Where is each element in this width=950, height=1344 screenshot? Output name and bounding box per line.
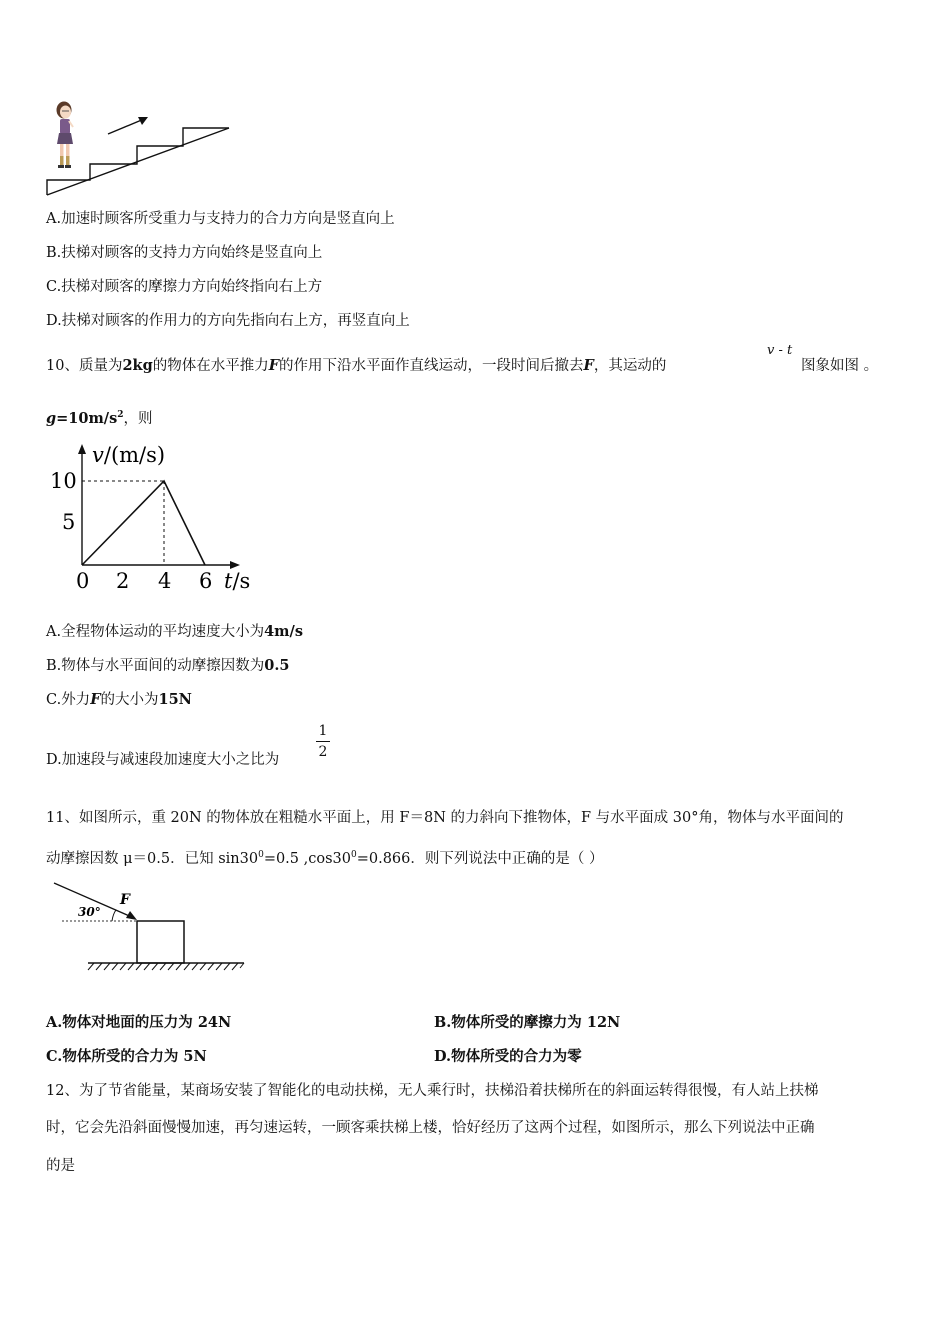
y-axis-arrow — [78, 444, 86, 454]
angle-arc — [112, 910, 116, 921]
q11-option-c: C.物体所受的合力为 5N — [46, 1048, 207, 1065]
q9-option-d: D.扶梯对顾客的作用力的方向先指向右上方，再竖直向上 — [46, 313, 410, 329]
q10-option-b: B.物体与水平面间的动摩擦因数为0.5 — [46, 657, 290, 674]
q10-stem: 10、质量为2kg的物体在水平推力F的作用下沿水平面作直线运动，一段时间后撤去F，其运动的 — [46, 357, 667, 374]
force-arrow-head — [126, 911, 137, 920]
customer-icon — [57, 102, 74, 169]
y-axis-label: v/(m/s) — [92, 443, 166, 467]
q10-gravity: $g=10m/s^2$，则 — [46, 409, 153, 427]
x-tick-2: 2 — [116, 569, 130, 593]
escalator-slope — [47, 128, 229, 195]
fraction-one-half: 1 2 — [316, 722, 330, 761]
q11-option-d: D.物体所受的合力为零 — [434, 1048, 582, 1065]
x-tick-4: 4 — [158, 569, 172, 593]
motion-arrow-shaft — [108, 119, 144, 134]
q11-stem-line2: 动摩擦因数 μ＝0.5．已知 $\sin 30^0=0.5$ $,\cos 30^0=0.866$．则下列说法中正确的是（ ） — [46, 850, 604, 867]
q10-option-a: A.全程物体运动的平均速度大小为4m/s — [46, 623, 303, 640]
q9-option-a: A.加速时顾客所受重力与支持力的合力方向是竖直向上 — [46, 211, 395, 227]
x-axis-label: t/s — [224, 569, 251, 593]
q12-stem-line1: 12、为了节省能量，某商场安装了智能化的电动扶梯，无人乘行时，扶梯沿着扶梯所在的斜面运转得很慢，有人站上扶梯 — [46, 1083, 819, 1099]
y-tick-5: 5 — [62, 510, 76, 534]
q11-option-b: B.物体所受的摩擦力为 12N — [434, 1014, 621, 1031]
ground-hatching — [88, 963, 244, 970]
x-tick-6: 6 — [199, 569, 213, 593]
q12-stem-line2: 时，它会先沿斜面慢慢加速，再匀速运转，一顾客乘扶梯上楼，恰好经历了这两个过程，如图所示，那么下列说法中正确 — [46, 1120, 815, 1136]
force-label: F — [120, 892, 130, 908]
x-tick-0: 0 — [76, 569, 90, 593]
q11-stem-line1: 11、如图所示，重 20N 的物体放在粗糙水平面上，用 F＝8N 的力斜向下推物体，F 与水平面成 30°角，物体与水平面间的 — [46, 810, 844, 826]
q11-option-a: A.物体对地面的压力为 24N — [46, 1014, 232, 1031]
q10-option-c: C.外力F的大小为15N — [46, 691, 192, 708]
q10-stem-end: 图象如图 。 — [801, 358, 879, 374]
q9-option-b: B.扶梯对顾客的支持力方向始终是竖直向上 — [46, 245, 323, 261]
vt-graph — [44, 436, 256, 598]
q9-option-c: C.扶梯对顾客的摩擦力方向始终指向右上方 — [46, 279, 323, 295]
x-axis-arrow — [230, 561, 240, 569]
y-tick-10: 10 — [50, 469, 77, 493]
q10-option-d: D.加速段与减速段加速度大小之比为 — [46, 752, 280, 768]
q10-vt-label: v - t — [767, 343, 793, 358]
block — [137, 921, 184, 963]
velocity-line — [82, 481, 205, 565]
q11-figure — [44, 876, 250, 976]
escalator-figure — [44, 96, 240, 200]
q12-stem-line3: 的是 — [46, 1158, 75, 1174]
angle-label: 30° — [78, 905, 101, 919]
